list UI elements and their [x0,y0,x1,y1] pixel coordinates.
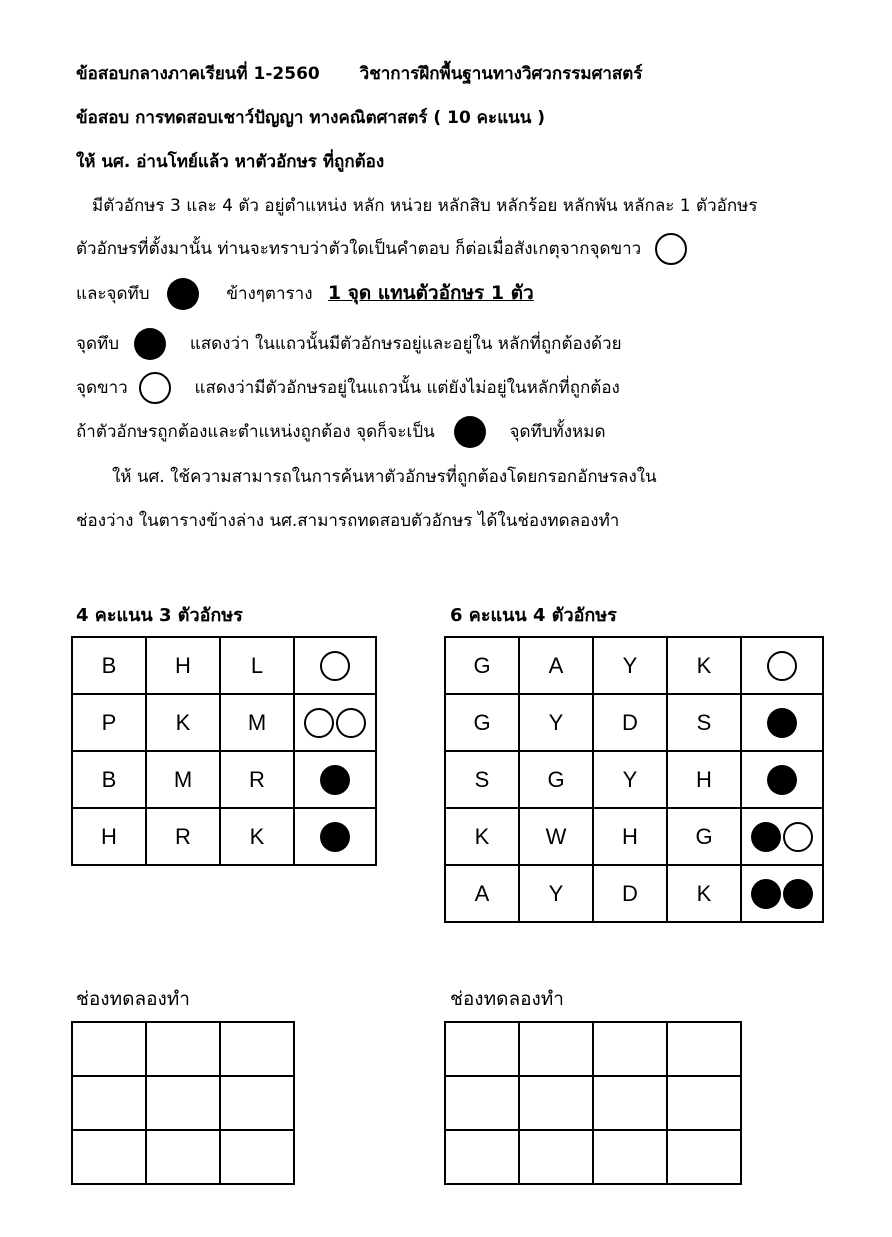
puzzle-row [445,865,823,922]
trial-cell[interactable] [220,1022,294,1076]
letter-cell: M [220,694,294,751]
paragraph-6 [76,416,606,448]
letter-cell: H [72,808,146,865]
letter-cell: G [445,637,519,694]
paragraph-4 [76,328,622,360]
puzzle-row [72,751,376,808]
trial-cell[interactable] [146,1076,220,1130]
paragraph-5 [76,372,620,404]
trial-cell[interactable] [667,1022,741,1076]
trial-row [72,1022,294,1076]
letter-cell: G [445,694,519,751]
letter-cell: K [667,865,741,922]
white-dot-icon [767,651,797,681]
black-dot-icon [751,879,781,909]
letter-cell: Y [593,637,667,694]
trial-cell[interactable] [519,1076,593,1130]
trial-cell[interactable] [72,1076,146,1130]
black-dot-icon [320,822,350,852]
puzzle-b-table [444,636,824,923]
white-dot-icon [655,233,687,265]
trial-b-label: ช่องทดลองทำ [450,988,564,1010]
feedback-cell [741,694,823,751]
trial-cell[interactable] [445,1022,519,1076]
letter-cell: H [667,751,741,808]
black-dot-icon [767,708,797,738]
letter-cell: Y [593,751,667,808]
feedback-cell [294,751,376,808]
black-dot-icon [134,328,166,360]
letter-cell: M [146,751,220,808]
letter-cell: H [146,637,220,694]
trial-cell[interactable] [667,1130,741,1184]
black-dot-icon [167,278,199,310]
black-dot-icon [783,879,813,909]
letter-cell: P [72,694,146,751]
white-dot-icon [336,708,366,738]
white-dot-icon [139,372,171,404]
paragraph-1: มีตัวอักษร 3 และ 4 ตัว อยู่ตำแหน่ง หลัก หน่วย หลักสิบ หลักร้อย หลักพัน หลักละ 1 ตัวอักษร [92,196,758,216]
feedback-cell [294,694,376,751]
letter-cell: B [72,751,146,808]
puzzle-row [72,808,376,865]
black-dot-icon [767,765,797,795]
trial-row [445,1076,741,1130]
puzzle-row [445,637,823,694]
trial-b-table [444,1021,742,1185]
paragraph-3-text-b: ข้างๆตาราง [226,284,313,304]
paragraph-3 [76,278,534,310]
feedback-cell [294,808,376,865]
instruction: ให้ นศ. อ่านโทย์แล้ว หาตัวอักษร ที่ถูกต้อง [76,152,385,172]
trial-cell[interactable] [72,1130,146,1184]
letter-cell: A [445,865,519,922]
paragraph-5-text: แสดงว่ามีตัวอักษรอยู่ในแถวนั้น แต่ยังไม่อยู่ในหลักที่ถูกต้อง [194,378,620,398]
trial-a-label: ช่องทดลองทำ [76,988,190,1010]
letter-cell: D [593,694,667,751]
letter-cell: A [519,637,593,694]
black-dot-icon [454,416,486,448]
letter-cell: K [667,637,741,694]
paragraph-3-text-a: และจุดทึบ [76,284,150,304]
letter-cell: R [146,808,220,865]
white-dot-icon [320,651,350,681]
letter-cell: K [445,808,519,865]
trial-cell[interactable] [519,1022,593,1076]
trial-cell[interactable] [519,1130,593,1184]
puzzle-row [445,751,823,808]
letter-cell: K [146,694,220,751]
letter-cell: G [519,751,593,808]
trial-a-table [71,1021,295,1185]
trial-cell[interactable] [220,1130,294,1184]
white-dot-icon [783,822,813,852]
letter-cell: S [667,694,741,751]
feedback-cell [741,751,823,808]
letter-cell: L [220,637,294,694]
trial-cell[interactable] [667,1076,741,1130]
exam-title: ข้อสอบกลางภาคเรียนที่ 1-2560 [76,64,320,84]
paragraph-8: ช่องว่าง ในตารางข้างล่าง นศ.สามารถทดสอบตัวอักษร ได้ในช่องทดลองทำ [76,511,620,531]
trial-cell[interactable] [593,1022,667,1076]
trial-cell[interactable] [593,1076,667,1130]
trial-row [72,1130,294,1184]
letter-cell: W [519,808,593,865]
feedback-cell [741,637,823,694]
puzzle-row [445,808,823,865]
letter-cell: Y [519,694,593,751]
letter-cell: K [220,808,294,865]
trial-cell[interactable] [593,1130,667,1184]
letter-cell: G [667,808,741,865]
puzzle-row [72,694,376,751]
puzzle-row [72,637,376,694]
black-dot-icon [320,765,350,795]
paragraph-2 [76,233,687,265]
feedback-cell [294,637,376,694]
letter-cell: S [445,751,519,808]
trial-cell[interactable] [445,1076,519,1130]
trial-cell[interactable] [146,1130,220,1184]
paragraph-2-text: ตัวอักษรที่ตั้งมานั้น ท่านจะทราบว่าตัวใดเป็นคำตอบ ก็ต่อเมื่อสังเกตุจากจุดขาว [76,239,642,259]
puzzle-a-heading: 4 คะแนน 3 ตัวอักษร [76,605,243,626]
course-title: วิชาการฝึกพื้นฐานทางวิศวกรรมศาสตร์ [359,64,643,84]
paragraph-6-text-a: ถ้าตัวอักษรถูกต้องและตำแหน่งถูกต้อง จุดก็จะเป็น [76,422,435,442]
trial-cell[interactable] [146,1022,220,1076]
trial-row [72,1076,294,1130]
feedback-cell [741,808,823,865]
letter-cell: Y [519,865,593,922]
trial-cell[interactable] [220,1076,294,1130]
letter-cell: R [220,751,294,808]
paragraph-5-label: จุดขาว [76,378,128,398]
paragraph-6-text-b: จุดทึบทั้งหมด [509,422,606,442]
rule-note: 1 จุด แทนตัวอักษร 1 ตัว [327,282,534,304]
feedback-cell [741,865,823,922]
trial-row [445,1130,741,1184]
paragraph-4-text: แสดงว่า ในแถวนั้นมีตัวอักษรอยู่และอยู่ใน หลักที่ถูกต้องด้วย [189,334,622,354]
test-title: ข้อสอบ การทดสอบเชาว์ปัญญา ทางคณิตศาสตร์ ( 10 คะแนน ) [76,108,546,128]
paragraph-4-label: จุดทึบ [76,334,119,354]
puzzle-row [445,694,823,751]
white-dot-icon [304,708,334,738]
letter-cell: B [72,637,146,694]
exam-header [76,60,642,87]
puzzle-a-table [71,636,377,866]
paragraph-7: ให้ นศ. ใช้ความสามารถในการค้นหาตัวอักษรที่ถูกต้องโดยกรอกอักษรลงใน [112,467,657,487]
trial-cell[interactable] [72,1022,146,1076]
letter-cell: D [593,865,667,922]
black-dot-icon [751,822,781,852]
letter-cell: H [593,808,667,865]
puzzle-b-heading: 6 คะแนน 4 ตัวอักษร [450,605,617,626]
trial-row [445,1022,741,1076]
trial-cell[interactable] [445,1130,519,1184]
